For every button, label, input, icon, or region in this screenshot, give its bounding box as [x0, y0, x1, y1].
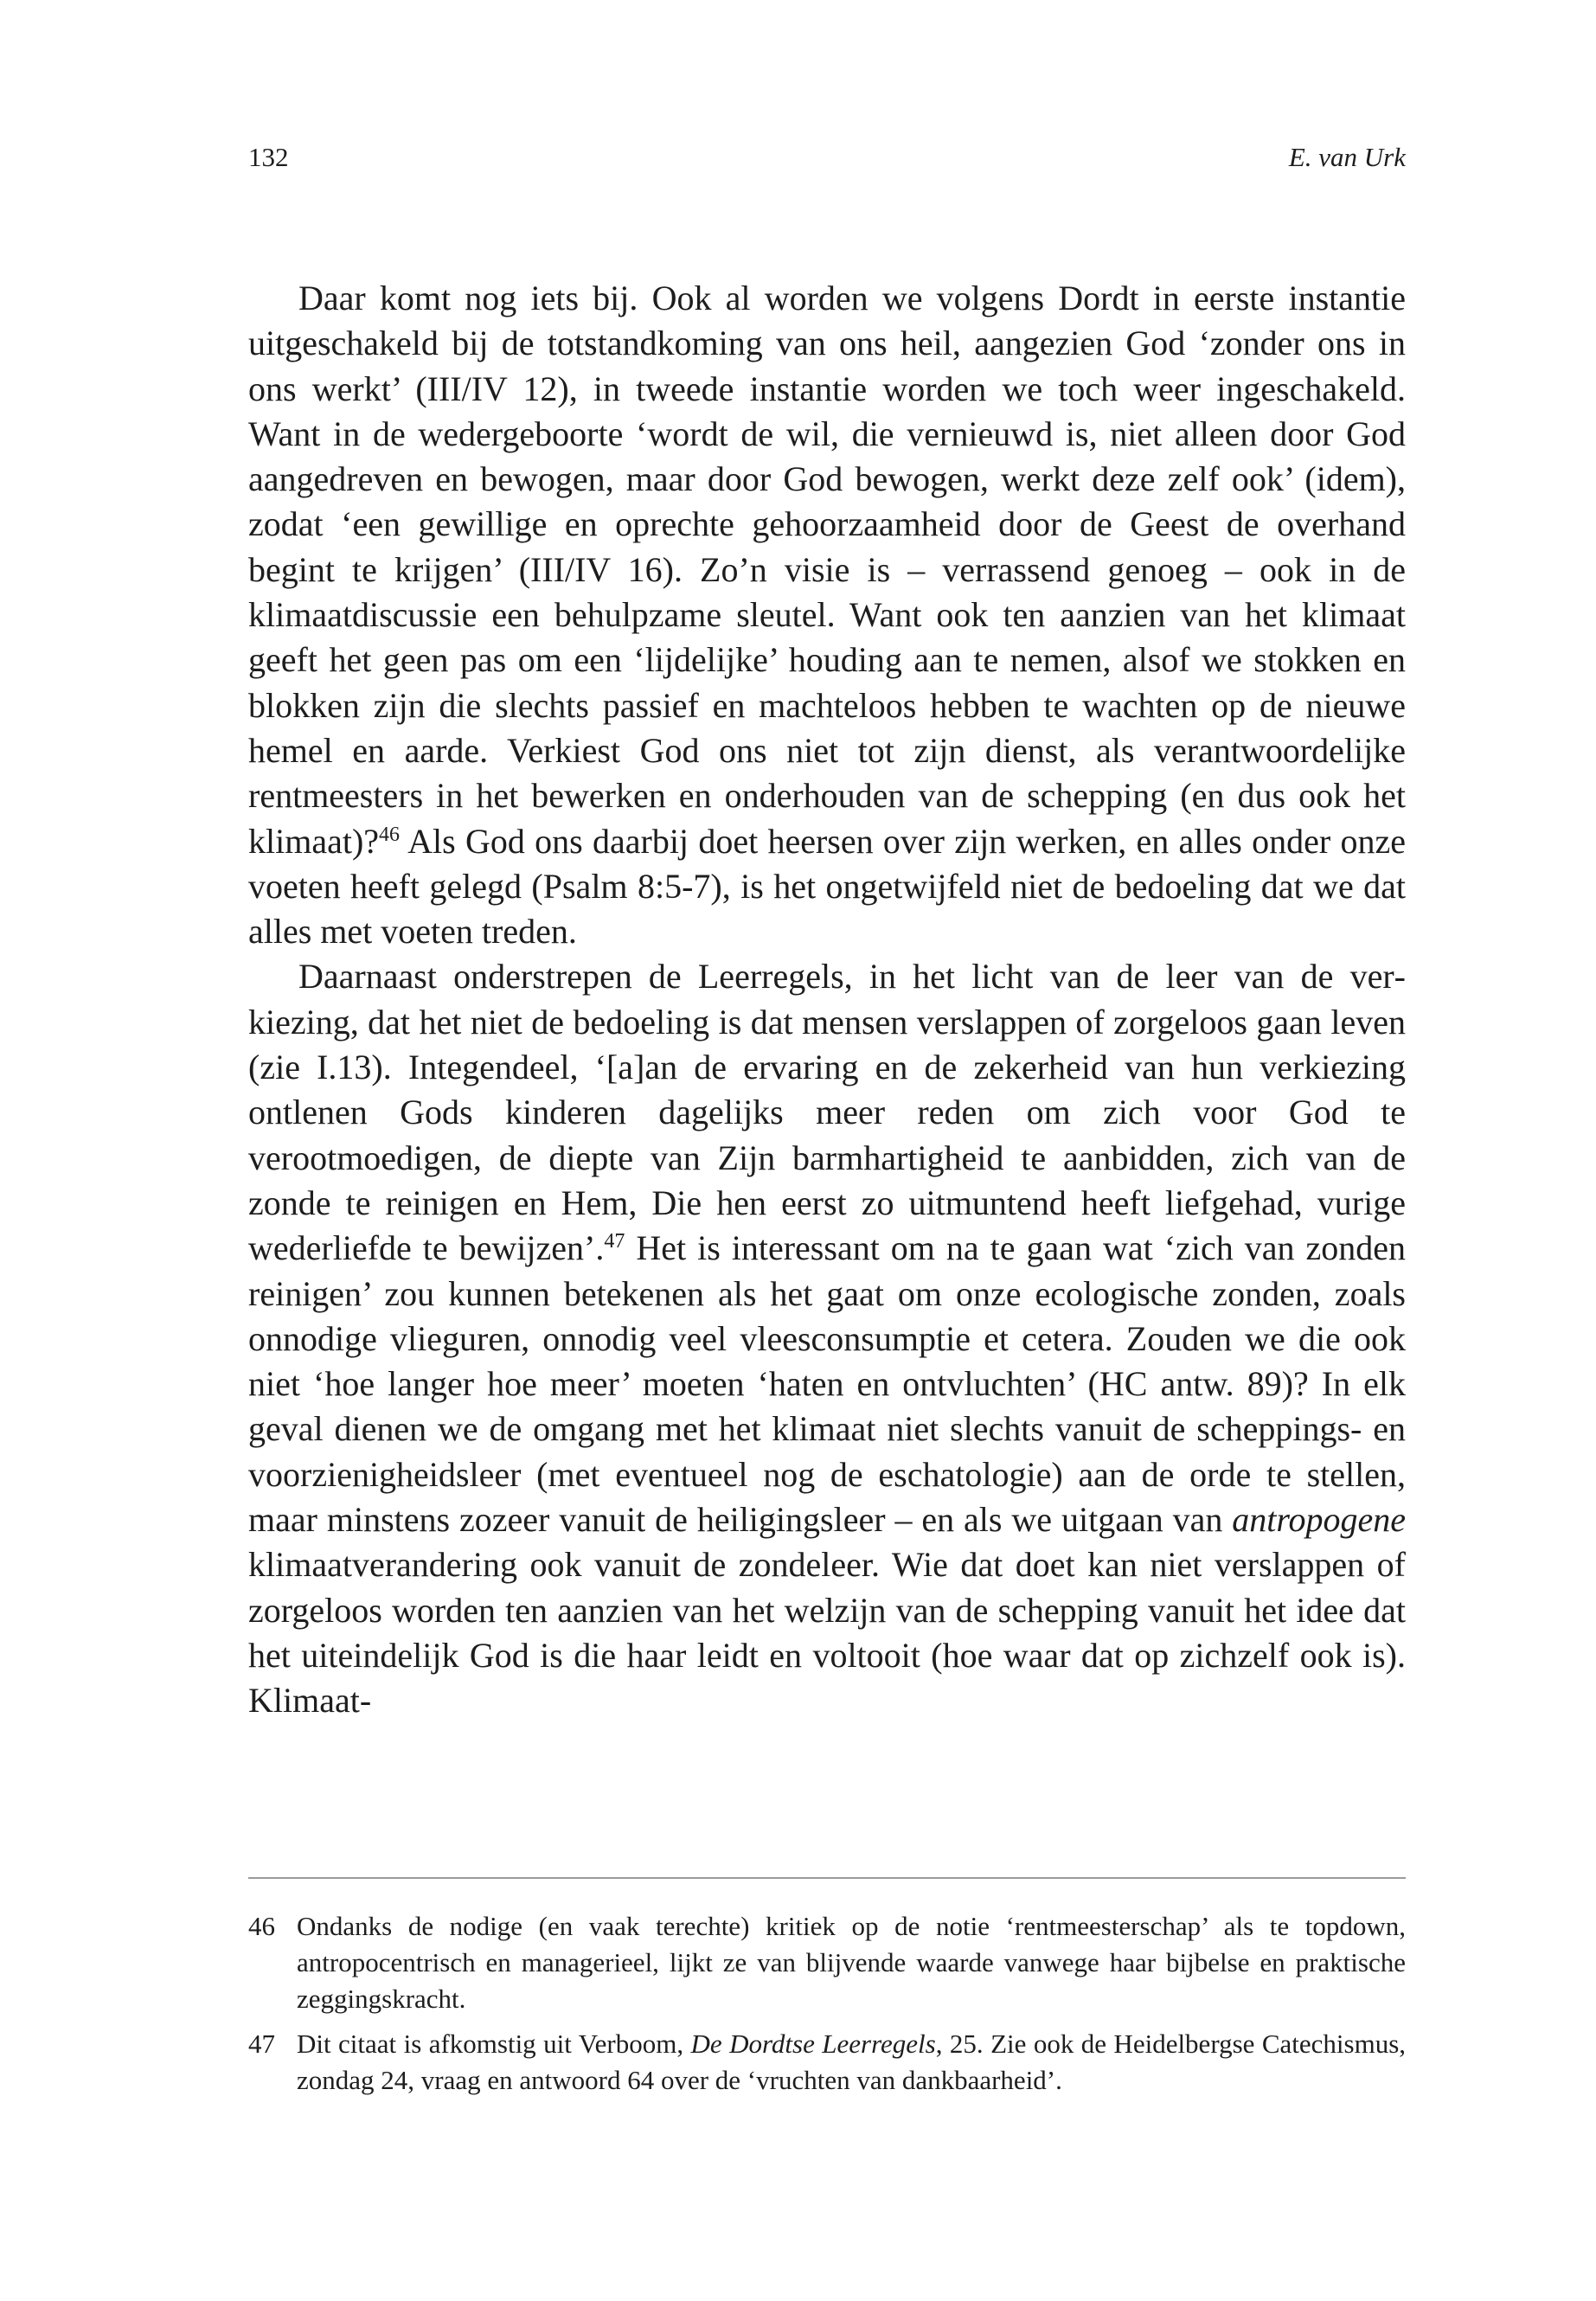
paragraph-2-text-a: Daarnaast onderstrepen de Leerregels, in het licht van de leer van de verkiezing, dat het niet de bedoeling is dat mensen verslappen of zorgeloos gaan leven (zie I.13). Integendeel, ‘[a]an de ervaring en de zekerheid van hun verkiezing ontlenen Gods kinderen dagelijks meer reden om zich voor God te verootmoedigen, de diepte van Zijn barmhartigheid te aanbidden, zich van de zonde te reinigen en Hem, Die hen eerst zo uitmuntend heeft liefgehad, vurige wederliefde te bewijzen’. [248, 957, 1406, 1268]
running-head-author: E. van Urk [1288, 142, 1406, 172]
page-header [248, 140, 1406, 175]
footnote-text-a: Dit citaat is afkomstig uit Verboom, [297, 2029, 691, 2059]
footnote-text-b: , 25. Zie ook de Heidelbergse Catechismus, zondag 24, vraag en antwoord 64 over de ‘vruchten van dankbaarheid’. [297, 2029, 1407, 2095]
footnote-text: Ondanks de nodige (en vaak terechte) kritiek op de notie ‘rentmeesterschap’ als te topdown, antropocentrisch en managerieel, lijkt ze van blijvende waarde vanwege haar bijbelse en praktische zeggingskracht. [297, 1911, 1406, 2014]
footnote-46 [248, 1908, 1406, 2017]
paragraph-2-italic-term: antropogene [1232, 1500, 1406, 1540]
footnote-divider [248, 1877, 1406, 1879]
paragraph-2-text-b: Het is interessant om na te gaan wat ‘zich van zonden reinigen’ zou kunnen betekenen als het gaat om onze ecologische zonden, zoals onnodige vlieguren, onnodig veel vleesconsumptie et cetera. Zouden we die ook niet ‘hoe langer hoe meer’ moeten ‘haten en ontvluchten’ (HC antw. 89)? In elk geval dienen we de omgang met het klimaat niet slechts vanuit de scheppings- en voorzienigheidsleer (met eventueel nog de eschatologie) aan de orde te stellen, maar minstens zozeer vanuit de heiligingsleer – en als we uitgaan van [248, 1228, 1406, 1540]
paragraph-2-text-c: klimaatverandering ook vanuit de zondeleer. Wie dat doet kan niet verslappen of zorgeloos worden ten aanzien van het welzijn van de schepping vanuit het idee dat het uiteindelijk God is die haar leidt en voltooit (hoe waar dat op zichzelf ook is). Klimaat- [248, 1545, 1406, 1721]
paragraph-2 [248, 954, 1406, 1723]
footnote-text [297, 2026, 1406, 2099]
page-number: 132 [248, 142, 289, 172]
paragraph-1-text-a: Daar komt nog iets bij. Ook al worden we volgens Dordt in eerste instantie uitgeschakeld bij de totstandkoming van ons heil, aangezien God ‘zonder ons in ons werkt’ (III/IV 12), in tweede instantie worden we toch weer ingeschakeld. Want in de wedergeboorte ‘wordt de wil, die vernieuwd is, niet alleen door God aangedreven en bewogen, maar door God bewogen, werkt deze zelf ook’ (idem), zodat ‘een gewillige en oprechte gehoorzaamheid door de Geest de overhand begint te krijgen’ (III/IV 16). Zo’n visie is – verrassend genoeg – ook in de klimaatdiscussie een behulpzame sleutel. Want ook ten aanzien van het klimaat geeft het geen pas om een ‘lijdelijke’ houding aan te nemen, alsof we stokken en blokken zijn die slechts passief en machteloos hebben te wachten op de nieuwe hemel en aarde. Verkiest God ons niet tot zijn dienst, als verantwoordelijke rentmeesters in het bewerken en onderhouden van de schepping (en dus ook het klimaat)? [248, 279, 1406, 861]
paragraph-1 [248, 276, 1406, 954]
footnotes [248, 1908, 1406, 2107]
footnote-ref-47[interactable]: 47 [604, 1230, 625, 1253]
footnote-number: 47 [248, 2029, 275, 2059]
footnote-book-title: De Dordtse Leerregels [690, 2029, 936, 2059]
footnote-47 [248, 2026, 1406, 2099]
paragraph-1-text-b: Als God ons daarbij doet heersen over zijn werken, en alles onder onze voeten heeft gelegd (Psalm 8:5-7), is het ongetwijfeld niet de bedoeling dat we dat alles met voeten treden. [248, 821, 1406, 952]
main-text [248, 276, 1406, 1724]
footnote-number: 46 [248, 1911, 275, 1941]
footnote-ref-46[interactable]: 46 [379, 823, 401, 846]
